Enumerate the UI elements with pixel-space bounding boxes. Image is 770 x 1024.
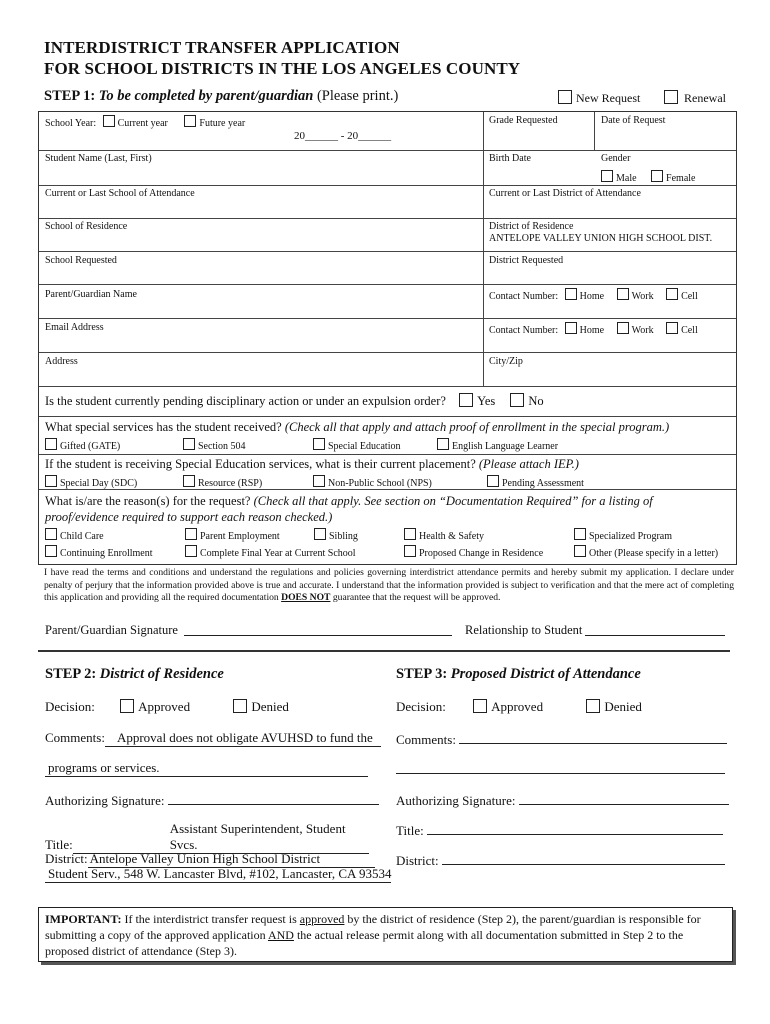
- step1-form: [38, 111, 737, 565]
- service-504[interactable]: Section 504: [183, 438, 246, 452]
- placement-question: If the student is receiving Special Education services, what is their current placement? (Please attach IEP.): [45, 457, 579, 471]
- step3-title: Title:: [396, 821, 723, 839]
- reason-change-residence[interactable]: Proposed Change in Residence: [404, 545, 543, 559]
- reason-final-year[interactable]: Complete Final Year at Current School: [185, 545, 356, 559]
- reason-sibling[interactable]: Sibling: [314, 528, 358, 542]
- student-name-field[interactable]: Student Name (Last, First): [45, 153, 152, 164]
- sibling-checkbox[interactable]: [314, 528, 326, 540]
- disciplinary-question: Is the student currently pending disciplinary action or under an expulsion order? Yes No: [45, 394, 544, 408]
- new-request-checkbox[interactable]: [558, 90, 572, 104]
- birth-date-field[interactable]: Birth Date: [489, 153, 531, 164]
- health-safety-checkbox[interactable]: [404, 528, 416, 540]
- parent-employment-checkbox[interactable]: [185, 528, 197, 540]
- cell-checkbox[interactable]: [666, 322, 678, 334]
- reason-specialized-program[interactable]: Specialized Program: [574, 528, 672, 542]
- placement-nps[interactable]: Non-Public School (NPS): [313, 475, 432, 489]
- rsp-checkbox[interactable]: [183, 475, 195, 487]
- step2-comments: Comments: Approval does not obligate AVUHSD to fund the: [45, 730, 381, 747]
- reasons-question: What is/are the reason(s) for the request? (Check all that apply. See section on “Documentation Required” for a listing of proof/evidence required to support each reason checked.): [45, 494, 653, 524]
- step3-title-line[interactable]: [427, 821, 723, 835]
- reason-other[interactable]: Other (Please specify in a letter): [574, 545, 718, 559]
- step2-comments-line2: programs or services.: [45, 760, 368, 777]
- service-gate[interactable]: Gifted (GATE): [45, 438, 120, 452]
- reason-continuing-enrollment[interactable]: Continuing Enrollment: [45, 545, 153, 559]
- declaration-text: I have read the terms and conditions and understand the regulations and policies governing interdistrict attendance permits and hereby submit my application. I declare under penalty of perjury that the information provided above is true and accurate. I understand that the information provided is subject to verification and that the mere act of completing this application and providing all the required documentation DOES NOT guarantee that the request will be approved.: [44, 567, 734, 603]
- home-checkbox[interactable]: [565, 322, 577, 334]
- step3-approved-checkbox[interactable]: [473, 699, 487, 713]
- new-request-option[interactable]: New Request: [558, 90, 640, 106]
- district-requested-field[interactable]: District Requested: [489, 255, 564, 266]
- step3-denied-checkbox[interactable]: [586, 699, 600, 713]
- school-year-blank[interactable]: 20______ - 20______: [294, 130, 392, 142]
- step3-comments-line[interactable]: [459, 730, 727, 744]
- current-year-checkbox[interactable]: [103, 115, 115, 127]
- relationship-line[interactable]: [585, 635, 725, 636]
- step3-district: District:: [396, 851, 725, 869]
- male-checkbox[interactable]: [601, 170, 613, 182]
- child-care-checkbox[interactable]: [45, 528, 57, 540]
- step2-authorizing-signature: Authorizing Signature:: [45, 791, 379, 809]
- current-district-field[interactable]: Current or Last District of Attendance: [489, 188, 641, 199]
- placement-pending[interactable]: Pending Assessment: [487, 475, 584, 489]
- section-504-checkbox[interactable]: [183, 438, 195, 450]
- gender-label: Gender: [601, 153, 631, 164]
- step3-comments-line2[interactable]: [396, 773, 725, 774]
- pending-assessment-checkbox[interactable]: [487, 475, 499, 487]
- service-ell[interactable]: English Language Learner: [437, 438, 558, 452]
- parent-signature-line[interactable]: [184, 635, 452, 636]
- service-special-ed[interactable]: Special Education: [313, 438, 400, 452]
- step2-district-address: Student Serv., 548 W. Lancaster Blvd, #102, Lancaster, CA 93534: [45, 866, 391, 883]
- address-field[interactable]: Address: [45, 356, 78, 367]
- step3-comments: Comments:: [396, 730, 727, 748]
- placement-rsp[interactable]: Resource (RSP): [183, 475, 262, 489]
- step2-signature-line[interactable]: [168, 791, 379, 805]
- reason-child-care[interactable]: Child Care: [45, 528, 104, 542]
- continuing-enrollment-checkbox[interactable]: [45, 545, 57, 557]
- contact-number-1: Contact Number: Home Work Cell: [489, 288, 698, 302]
- placement-sdc[interactable]: Special Day (SDC): [45, 475, 137, 489]
- school-year-field: School Year: Current year Future year: [45, 115, 245, 129]
- step2-approved-checkbox[interactable]: [120, 699, 134, 713]
- other-checkbox[interactable]: [574, 545, 586, 557]
- gate-checkbox[interactable]: [45, 438, 57, 450]
- relationship-label: Relationship to Student: [465, 623, 583, 637]
- change-residence-checkbox[interactable]: [404, 545, 416, 557]
- step3-decision: Decision: Approved Denied: [396, 699, 642, 714]
- cell-checkbox[interactable]: [666, 288, 678, 300]
- services-question: What special services has the student received? (Check all that apply and attach proof of enrollment in the special program.): [45, 420, 670, 434]
- renewal-checkbox[interactable]: [664, 90, 678, 104]
- work-checkbox[interactable]: [617, 288, 629, 300]
- important-notice: IMPORTANT: If the interdistrict transfer request is approved by the district of residence (Step 2), the parent/guardian is responsible for submitting a copy of the approved application AND the actual release permit along with all documentation submitted in Step 2 to the proposed district of attendance (Step 3).: [38, 907, 733, 962]
- section-divider: [38, 650, 730, 652]
- date-of-request-field[interactable]: Date of Request: [601, 115, 666, 126]
- city-zip-field[interactable]: City/Zip: [489, 356, 523, 367]
- home-checkbox[interactable]: [565, 288, 577, 300]
- female-checkbox[interactable]: [651, 170, 663, 182]
- school-of-residence-field[interactable]: School of Residence: [45, 221, 128, 232]
- email-field[interactable]: Email Address: [45, 322, 104, 333]
- disciplinary-yes-checkbox[interactable]: [459, 393, 473, 407]
- parent-signature: Parent/Guardian Signature: [45, 623, 178, 637]
- step3-district-line[interactable]: [442, 851, 725, 865]
- district-of-residence-label: District of Residence: [489, 221, 574, 232]
- ell-checkbox[interactable]: [437, 438, 449, 450]
- step1-heading: STEP 1: To be completed by parent/guardian (Please print.): [44, 88, 399, 104]
- step3-heading: STEP 3: Proposed District of Attendance: [396, 666, 641, 682]
- school-requested-field[interactable]: School Requested: [45, 255, 117, 266]
- special-education-checkbox[interactable]: [313, 438, 325, 450]
- step2-district: District: Antelope Valley Union High School District: [45, 851, 375, 868]
- parent-name-field[interactable]: Parent/Guardian Name: [45, 289, 137, 300]
- specialized-program-checkbox[interactable]: [574, 528, 586, 540]
- step3-authorizing-signature: Authorizing Signature:: [396, 791, 729, 809]
- step3-signature-line[interactable]: [519, 791, 729, 805]
- current-school-field[interactable]: Current or Last School of Attendance: [45, 188, 195, 199]
- district-of-residence-value: ANTELOPE VALLEY UNION HIGH SCHOOL DIST.: [489, 233, 713, 244]
- step2-denied-checkbox[interactable]: [233, 699, 247, 713]
- final-year-checkbox[interactable]: [185, 545, 197, 557]
- renewal-option[interactable]: Renewal: [664, 90, 726, 106]
- sdc-checkbox[interactable]: [45, 475, 57, 487]
- reason-parent-employment[interactable]: Parent Employment: [185, 528, 280, 542]
- contact-number-2: Contact Number: Home Work Cell: [489, 322, 698, 336]
- step2-decision: Decision: Approved Denied: [45, 699, 289, 714]
- future-year-checkbox[interactable]: [184, 115, 196, 127]
- grade-requested-field[interactable]: Grade Requested: [489, 115, 558, 126]
- work-checkbox[interactable]: [617, 322, 629, 334]
- gender-options: Male Female: [601, 170, 695, 184]
- reason-health-safety[interactable]: Health & Safety: [404, 528, 484, 542]
- step2-heading: STEP 2: District of Residence: [45, 666, 224, 682]
- nps-checkbox[interactable]: [313, 475, 325, 487]
- step2-title: Title:Assistant Superintendent, Student Svcs.: [45, 821, 369, 854]
- disciplinary-no-checkbox[interactable]: [510, 393, 524, 407]
- form-title: INTERDISTRICT TRANSFER APPLICATION FOR SCHOOL DISTRICTS IN THE LOS ANGELES COUNTY: [44, 38, 521, 78]
